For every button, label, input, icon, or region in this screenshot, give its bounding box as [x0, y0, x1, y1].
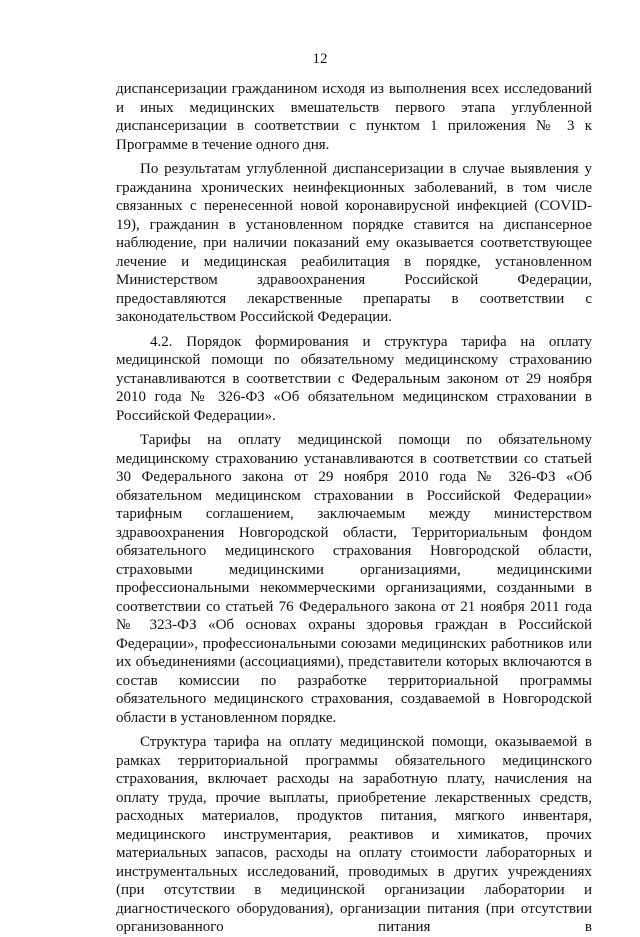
page-number: 12 [312, 51, 328, 67]
paragraph-tariff-structure: Структура тарифа на оплату медицинской помощи, оказываемой в рамках территориальной программы обязательного медицинского страхования, включает расходы на заработную плату, начисления на оплату труда, прочие выплаты, приобретение лекарственных средств, расходных материалов, продуктов питания, мягкого инвентаря, медицинского инструментария, реактивов и химикатов, прочих материальных запасов, расходы на оплату стоимости лабораторных и инструментальных исследований, проводимых в других учреждениях (при отсутствии в медицинской организации лаборатории и диагностического оборудования), организации питания (при отсутствии организованного питания в [116, 734, 592, 935]
paragraph-tariffs: Тарифы на оплату медицинской помощи по обязательному медицинскому страхованию устанавливаются в соответствии со статьей 30 Федерального закона от 29 ноября 2010 года № 326-ФЗ «Об обязательном медицинском страховании в Российской Федерации» тарифным соглашением, заключаемым между министерством здравоохранения Новгородской области, Территориальным фондом обязательного медицинского страхования Новгородской области, страховыми медицинскими организациями, медицинскими профессиональными некоммерческими организациями, созданными в соответствии со статьей 76 Федерального закона от 21 ноября 2011 года № 323-ФЗ «Об основах охраны здоровья граждан в Российской Федерации», профессиональными союзами медицинских работников или их объединениями (ассоциациями), представители которых включаются в состав комиссии по разработке территориальной программы обязательного медицинского страхования, создаваемой в Новгородской области в установленном порядке. [116, 432, 592, 726]
paragraph-continuation: диспансеризации гражданином исходя из выполнения всех исследований и иных медицинских вмешательств первого этапа углубленной диспансеризации в соответствии с пунктом 1 приложения № 3 к Программе в течение одного дня. [116, 81, 592, 153]
document-body [116, 80, 592, 937]
paragraph-section-4-2: 4.2. Порядок формирования и структура тарифа на оплату медицинской помощи по обязательному медицинскому страхованию устанавливаются в соответствии с Федеральным законом от 29 ноября 2010 года № 326-ФЗ «Об обязательном медицинском страховании в Российской Федерации». [116, 333, 592, 424]
paragraph-dispensary-observation: По результатам углубленной диспансеризации в случае выявления у гражданина хронических неинфекционных заболеваний, в том числе связанных с перенесенной новой коронавирусной инфекцией (COVID-19), гражданин в установленном порядке ставится на диспансерное наблюдение, при наличии показаний ему оказывается соответствующее лечение и медицинская реабилитация в порядке, установленном Министерством здравоохранения Российской Федерации, предоставляются лекарственные препараты в соответствии с законодательством Российской Федерации. [116, 161, 592, 325]
